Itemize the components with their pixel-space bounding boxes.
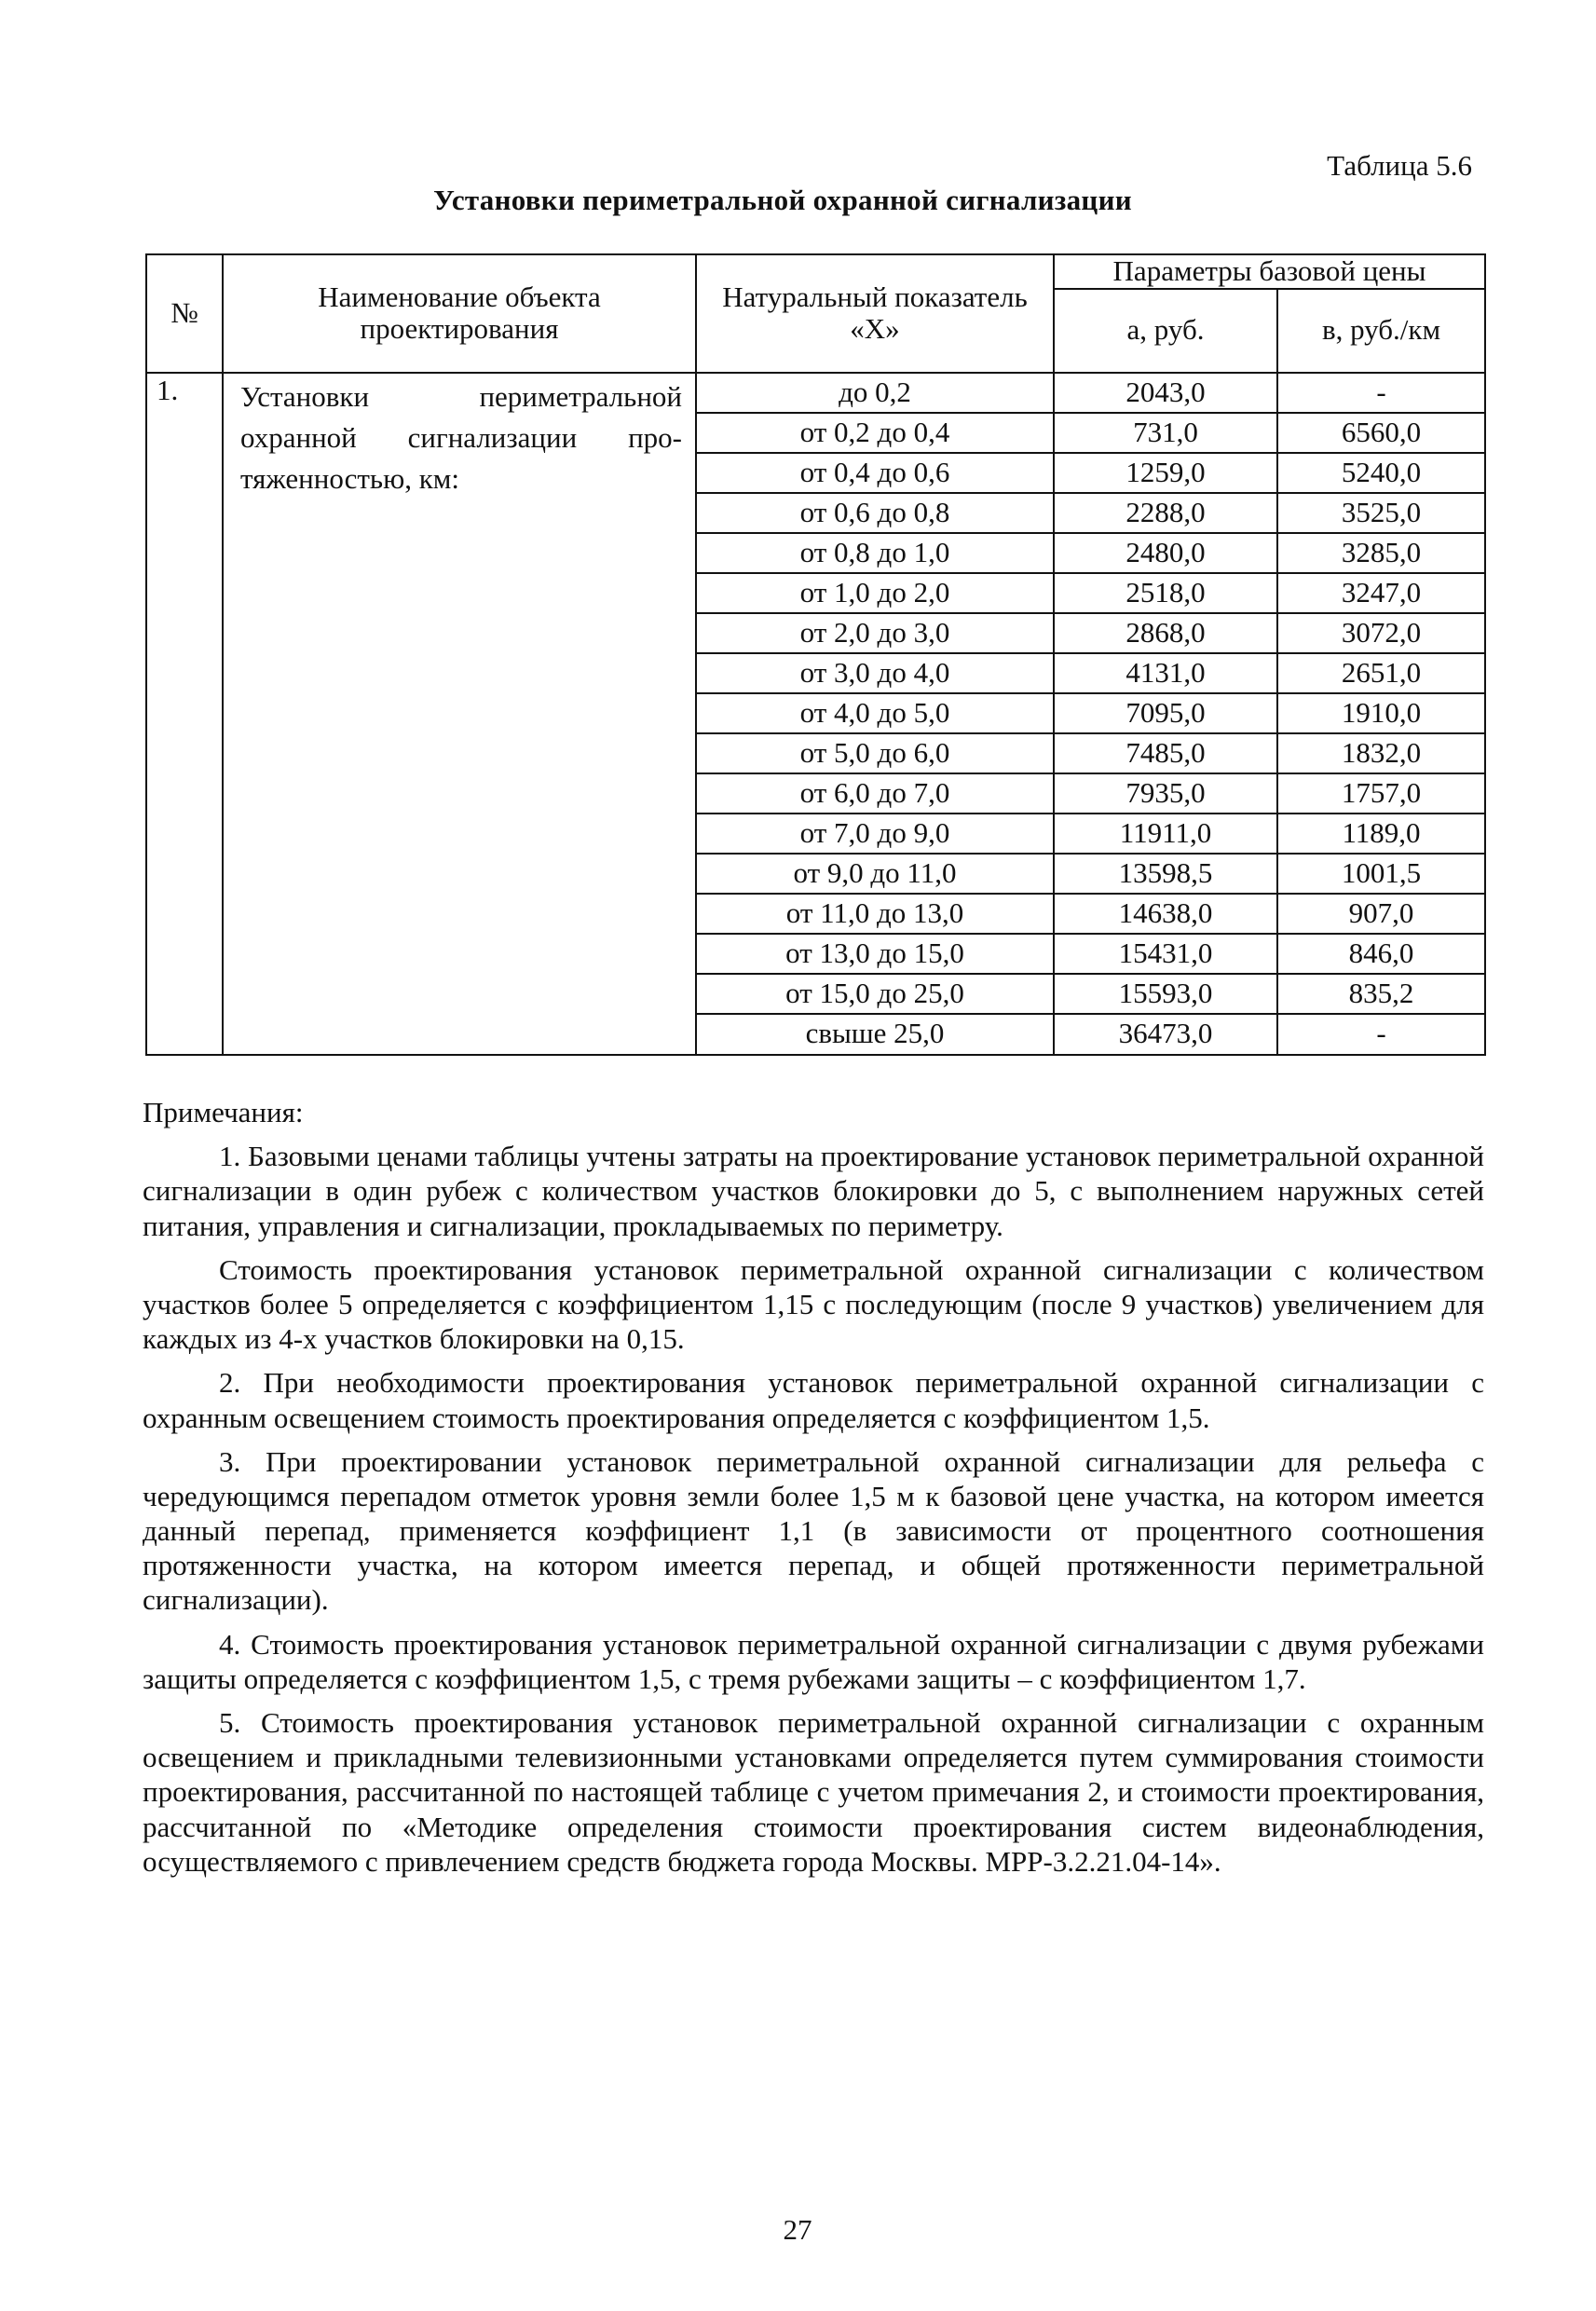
param-a-cell: 2480,0 — [1054, 533, 1277, 573]
item-name: Установки периметральной охранной сигнализации про-тяженностью, км: — [223, 373, 696, 1055]
indicator-cell: от 13,0 до 15,0 — [696, 934, 1054, 974]
item-number: 1. — [146, 373, 223, 1055]
param-b-cell: 3072,0 — [1277, 613, 1485, 653]
param-a-cell: 7095,0 — [1054, 693, 1277, 733]
indicator-cell: от 7,0 до 9,0 — [696, 814, 1054, 854]
param-a-cell: 13598,5 — [1054, 854, 1277, 894]
note-paragraph: 5. Стоимость проектирования установок периметральной охранной сигнализации с охранным освещением и прикладными телевизионными установками определяется путем суммирования стоимости проектирования, рассчитанной по настоящей таблице с учетом примечания 2, и стоимости проектирования, рассчитанной по «Методике определения стоимости проектирования систем видеонаблюдения, осуществляемого с привлечением средств бюджета города Москвы. МРР-3.2.21.04-14». — [143, 1706, 1484, 1878]
param-b-cell: 835,2 — [1277, 974, 1485, 1014]
param-a-cell: 7935,0 — [1054, 773, 1277, 814]
note-paragraph: 2. При необходимости проектирования установок периметральной охранной сигнализации с охранным освещением стоимость проектирования определяется с коэффициентом 1,5. — [143, 1366, 1484, 1434]
note-paragraph: 4. Стоимость проектирования установок периметральной охранной сигнализации с двумя рубежами защиты определяется с коэффициентом 1,5, с тремя рубежами защиты – с коэффициентом 1,7. — [143, 1627, 1484, 1695]
param-b-cell: 3285,0 — [1277, 533, 1485, 573]
indicator-cell: от 3,0 до 4,0 — [696, 653, 1054, 693]
page-number: 27 — [783, 2213, 812, 2246]
note-paragraph: Стоимость проектирования установок периметральной охранной сигнализации с количеством участков более 5 определяется с коэффициентом 1,15 с последующим (после 9 участков) увеличением для каждых из 4-х участков блокировки на 0,15. — [143, 1252, 1484, 1356]
param-a-cell: 2288,0 — [1054, 493, 1277, 533]
table-body — [146, 373, 1485, 1055]
table-header-row — [146, 254, 1485, 289]
indicator-cell: до 0,2 — [696, 373, 1054, 413]
col-header-object-name: Наименование объекта проектирования — [223, 254, 696, 373]
param-b-cell: 1832,0 — [1277, 733, 1485, 773]
param-b-cell: 6560,0 — [1277, 413, 1485, 453]
indicator-cell: от 11,0 до 13,0 — [696, 894, 1054, 934]
note-paragraph: 3. При проектировании установок периметральной охранной сигнализации для рельефа с чередующимся перепадом отметок уровня земли более 1,5 м к базовой цене участка, на котором имеется данный перепад, применяется коэффициент 1,1 (в зависимости от процентного соотношения протяженности участка, на котором имеется перепад, и общей протяженности периметральной сигнализации). — [143, 1444, 1484, 1617]
col-header-number: № — [146, 254, 223, 373]
indicator-cell: от 4,0 до 5,0 — [696, 693, 1054, 733]
indicator-cell: от 5,0 до 6,0 — [696, 733, 1054, 773]
indicator-cell: от 6,0 до 7,0 — [696, 773, 1054, 814]
param-a-cell: 2518,0 — [1054, 573, 1277, 613]
param-b-cell: 1757,0 — [1277, 773, 1485, 814]
param-a-cell: 7485,0 — [1054, 733, 1277, 773]
param-a-cell: 2043,0 — [1054, 373, 1277, 413]
col-header-param-a: а, руб. — [1054, 289, 1277, 373]
table-label: Таблица 5.6 — [1327, 149, 1472, 182]
param-a-cell: 11911,0 — [1054, 814, 1277, 854]
param-a-cell: 2868,0 — [1054, 613, 1277, 653]
indicator-cell: свыше 25,0 — [696, 1014, 1054, 1055]
param-b-cell: - — [1277, 1014, 1485, 1055]
col-header-indicator: Натуральный показатель «Х» — [696, 254, 1054, 373]
param-a-cell: 1259,0 — [1054, 453, 1277, 493]
indicator-cell: от 15,0 до 25,0 — [696, 974, 1054, 1014]
table-row — [146, 373, 1485, 413]
indicator-cell: от 2,0 до 3,0 — [696, 613, 1054, 653]
param-a-cell: 4131,0 — [1054, 653, 1277, 693]
param-b-cell: 846,0 — [1277, 934, 1485, 974]
indicator-cell: от 0,8 до 1,0 — [696, 533, 1054, 573]
param-b-cell: 2651,0 — [1277, 653, 1485, 693]
param-a-cell: 15431,0 — [1054, 934, 1277, 974]
table-title: Установки периметральной охранной сигнализации — [433, 184, 1132, 216]
indicator-cell: от 0,2 до 0,4 — [696, 413, 1054, 453]
base-price-table — [145, 253, 1486, 1056]
param-a-cell: 731,0 — [1054, 413, 1277, 453]
param-b-cell: 1910,0 — [1277, 693, 1485, 733]
col-header-base-price-params: Параметры базовой цены — [1054, 254, 1485, 289]
param-a-cell: 36473,0 — [1054, 1014, 1277, 1055]
indicator-cell: от 9,0 до 11,0 — [696, 854, 1054, 894]
param-b-cell: 1001,5 — [1277, 854, 1485, 894]
notes-section — [143, 1095, 1484, 1888]
indicator-cell: от 1,0 до 2,0 — [696, 573, 1054, 613]
param-b-cell: 3525,0 — [1277, 493, 1485, 533]
param-a-cell: 14638,0 — [1054, 894, 1277, 934]
notes-title: Примечания: — [143, 1096, 304, 1128]
indicator-cell: от 0,6 до 0,8 — [696, 493, 1054, 533]
param-b-cell: - — [1277, 373, 1485, 413]
param-b-cell: 5240,0 — [1277, 453, 1485, 493]
note-paragraph: 1. Базовыми ценами таблицы учтены затраты на проектирование установок периметральной охранной сигнализации в один рубеж с количеством участков блокировки до 5, с выполнением наружных сетей питания, управления и сигнализации, прокладываемых по периметру. — [143, 1140, 1484, 1242]
param-b-cell: 3247,0 — [1277, 573, 1485, 613]
col-header-param-b: в, руб./км — [1277, 289, 1485, 373]
param-b-cell: 907,0 — [1277, 894, 1485, 934]
param-a-cell: 15593,0 — [1054, 974, 1277, 1014]
indicator-cell: от 0,4 до 0,6 — [696, 453, 1054, 493]
param-b-cell: 1189,0 — [1277, 814, 1485, 854]
